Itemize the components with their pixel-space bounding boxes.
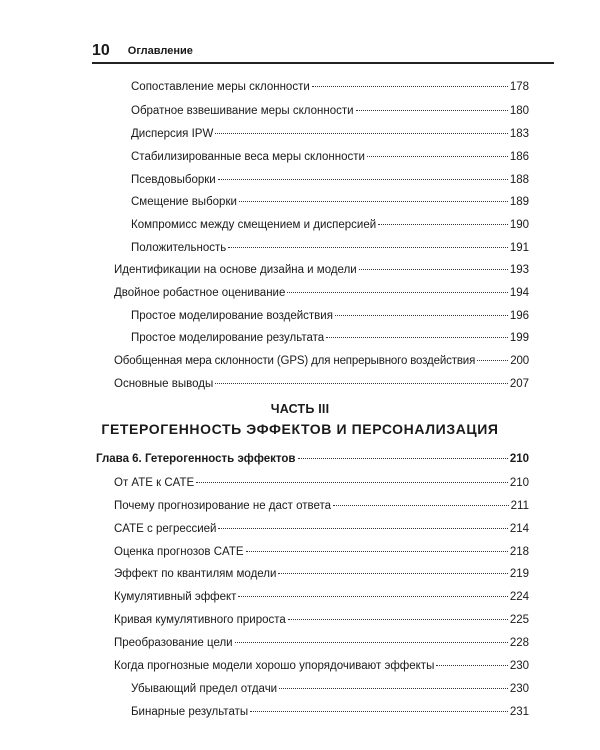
running-header-title: Оглавление: [127, 45, 193, 57]
toc-entry[interactable]: Обобщенная мера склонности (GPS) для непрерывного воздействия 200: [114, 355, 529, 367]
toc-entry[interactable]: Эффект по квантилям модели 219: [114, 568, 529, 580]
toc-entry[interactable]: Дисперсия IPW 183: [131, 128, 529, 140]
toc-entry[interactable]: Положительность 191: [131, 242, 529, 254]
toc-entry[interactable]: Основные выводы 207: [114, 378, 529, 390]
toc-entry[interactable]: Почему прогнозирование не даст ответа 211: [114, 500, 529, 512]
toc-entry[interactable]: Компромисс между смещением и дисперсией 190: [131, 219, 529, 231]
toc-entry[interactable]: Бинарные результаты 231: [131, 706, 529, 718]
part-title: ГЕТЕРОГЕННОСТЬ ЭФФЕКТОВ И ПЕРСОНАЛИЗАЦИЯ: [101, 421, 499, 437]
toc-entry[interactable]: CATE с регрессией 214: [114, 523, 529, 535]
toc-entry[interactable]: Идентификации на основе дизайна и модели 193: [114, 264, 529, 276]
toc-entry[interactable]: Сопоставление меры склонности 178: [131, 81, 529, 93]
toc-entry[interactable]: Когда прогнозные модели хорошо упорядочивают эффекты 230: [114, 660, 529, 672]
toc-entry[interactable]: Преобразование цели 228: [114, 637, 529, 649]
toc-entry[interactable]: Обратное взвешивание меры склонности 180: [131, 105, 529, 117]
toc-entry[interactable]: Двойное робастное оценивание 194: [114, 287, 529, 299]
toc-chapter-entry[interactable]: Глава 6. Гетерогенность эффектов 210: [96, 453, 529, 465]
toc-entry[interactable]: От ATE к CATE 210: [114, 477, 529, 489]
page-number: 10: [92, 42, 110, 59]
toc-entry[interactable]: Стабилизированные веса меры склонности 186: [131, 151, 529, 163]
toc-entry[interactable]: Кумулятивный эффект 224: [114, 591, 529, 603]
running-header: [92, 38, 554, 64]
toc-entry[interactable]: Простое моделирование результата 199: [131, 332, 529, 344]
toc-entry[interactable]: Оценка прогнозов CATE 218: [114, 546, 529, 558]
toc-entry[interactable]: Простое моделирование воздействия 196: [131, 310, 529, 322]
part-label: ЧАСТЬ III: [270, 402, 330, 416]
toc-entry[interactable]: Кривая кумулятивного прироста 225: [114, 614, 529, 626]
toc-entry[interactable]: Убывающий предел отдачи 230: [131, 683, 529, 695]
toc-entry[interactable]: Смещение выборки 189: [131, 196, 529, 208]
toc-entry[interactable]: Псевдовыборки 188: [131, 174, 529, 186]
